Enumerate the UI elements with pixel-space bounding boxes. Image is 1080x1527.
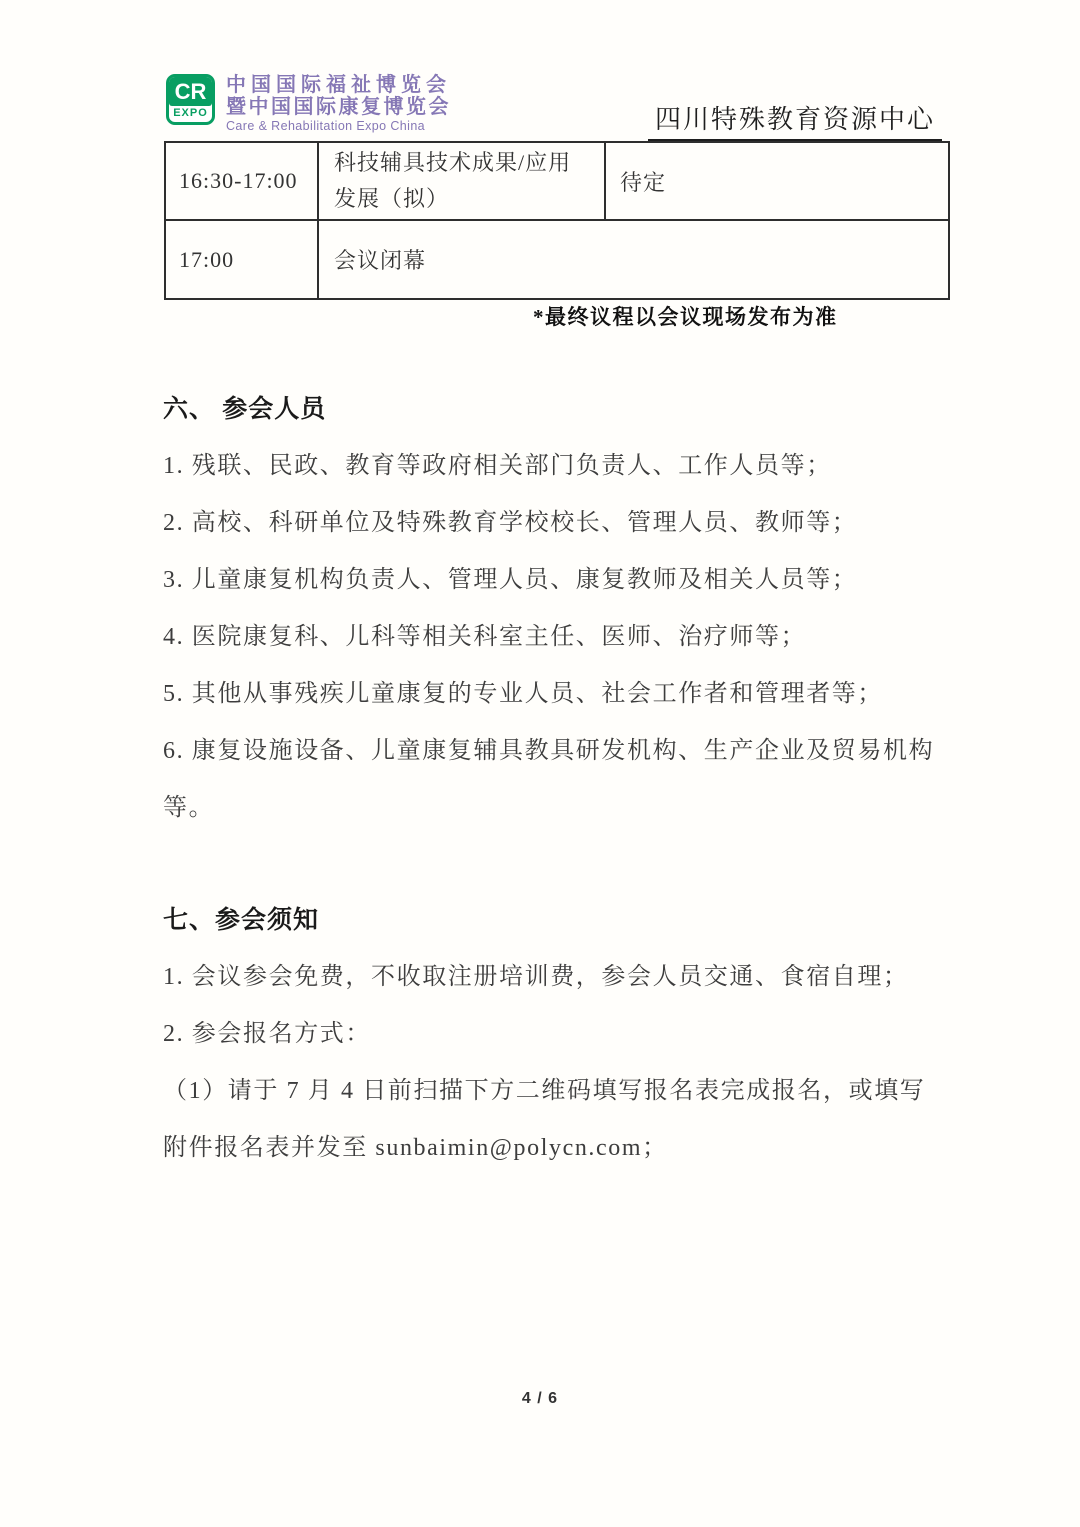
- section-notice-title: 七、参会须知: [163, 907, 320, 934]
- notice-item: 1. 会议参会免费，不收取注册培训费，参会人员交通、食宿自理；: [163, 964, 909, 990]
- attendees-item: 1. 残联、民政、教育等政府相关部门负责人、工作人员等；: [163, 453, 832, 479]
- agenda-row: [165, 142, 949, 220]
- logo-wordmark: [226, 74, 451, 134]
- cr-expo-logo-mark: [166, 74, 215, 125]
- notice-item: 2. 参会报名方式：: [163, 1021, 371, 1047]
- agenda-note: *最终议程以会议现场发布为准: [533, 305, 838, 329]
- notice-item: （1）请于 7 月 4 日前扫描下方二维码填写报名表完成报名，或填写: [163, 1078, 926, 1104]
- topic-cell: 科技辅具技术成果/应用发展（拟）: [318, 142, 605, 220]
- notice-item-email: 附件报名表并发至 sunbaimin@polycn.com；: [163, 1135, 668, 1161]
- attendees-item: 3. 儿童康复机构负责人、管理人员、康复教师及相关人员等；: [163, 567, 858, 593]
- agenda-table: [164, 141, 950, 300]
- section-notice: [163, 892, 973, 1177]
- speaker-cell: 待定: [605, 142, 949, 220]
- page-number: 4 / 6: [521, 1390, 559, 1407]
- topic-cell: 会议闭幕: [318, 220, 949, 299]
- attendees-item: 5. 其他从事残疾儿童康复的专业人员、社会工作者和管理者等；: [163, 681, 883, 707]
- agenda-row: [165, 220, 949, 299]
- cr-expo-logo: [166, 74, 451, 134]
- attendees-item: 6. 康复设施设备、儿童康复辅具教具研发机构、生产企业及贸易机构: [163, 738, 935, 764]
- logo-cr-text: CR: [169, 77, 212, 106]
- logo-title-cn-1: 中国国际福祉博览会: [226, 74, 451, 96]
- logo-expo-text: EXPO: [173, 107, 208, 119]
- time-cell: 17:00: [165, 220, 318, 299]
- section-attendees-title: 六、 参会人员: [163, 396, 327, 423]
- time-cell: 16:30-17:00: [165, 142, 318, 220]
- section-attendees: [163, 381, 973, 837]
- logo-title-cn-2: 暨中国国际康复博览会: [226, 96, 451, 118]
- attendees-item: 2. 高校、科研单位及特殊教育学校校长、管理人员、教师等；: [163, 510, 858, 536]
- org-title: 四川特殊教育资源中心: [648, 99, 942, 141]
- attendees-item-continuation: 等。: [163, 795, 215, 821]
- logo-title-en: Care & Rehabilitation Expo China: [226, 119, 426, 133]
- attendees-item: 4. 医院康复科、儿科等相关科室主任、医师、治疗师等；: [163, 624, 807, 650]
